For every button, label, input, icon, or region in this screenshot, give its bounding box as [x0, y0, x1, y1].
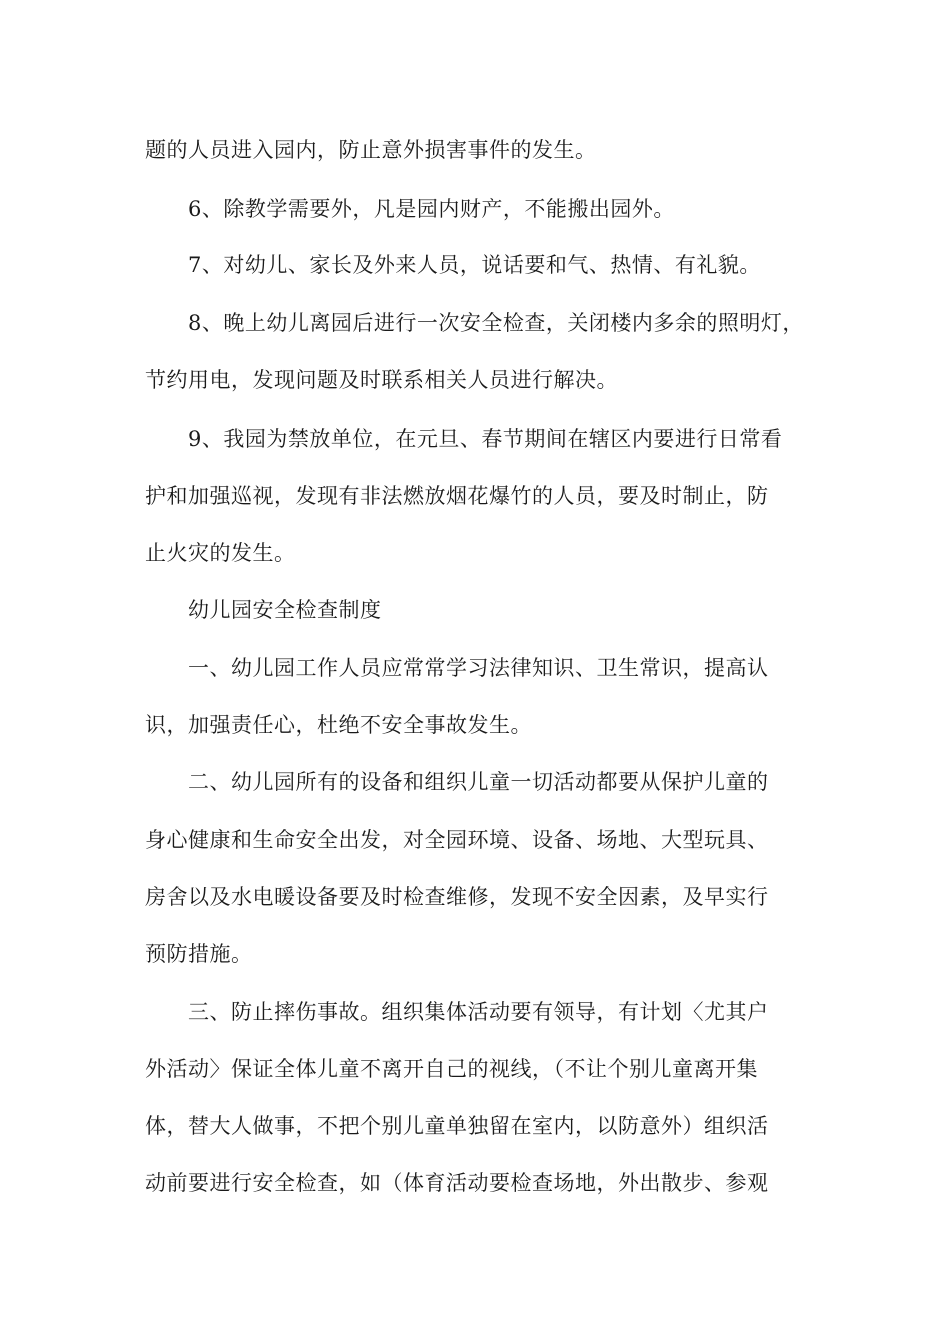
text-line-13: 身心健康和生命安全出发，对全园环境、设备、场地、大型玩具、 [145, 828, 769, 852]
text-line-17: 外活动〉保证全体儿童不离开自己的视线，（不让个别儿童离开集 [145, 1057, 758, 1081]
text-line-10: 一、幼儿园工作人员应常常学习法律知识、卫生常识，提高认 [188, 656, 769, 680]
text-line-18: 体，替大人做事，不把个别儿童单独留在室内，以防意外）组织活 [145, 1114, 769, 1138]
text-line-1: 题的人员进入园内，防止意外损害事件的发生。 [145, 138, 597, 162]
text-line-15: 预防措施。 [145, 942, 253, 966]
text-line-11: 识，加强责任心，杜绝不安全事故发生。 [145, 713, 532, 737]
text-line-6: 9、我园为禁放单位，在元旦、春节期间在辖区内要进行日常看 [188, 427, 783, 451]
text-line-19: 动前要进行安全检查，如（体育活动要检查场地，外出散步、参观 [145, 1171, 769, 1195]
text-line-3: 7、对幼儿、家长及外来人员，说话要和气、热情、有礼貌。 [188, 253, 761, 277]
text-line-12: 二、幼儿园所有的设备和组织儿童一切活动都要从保护儿童的 [188, 770, 769, 794]
section-heading: 幼儿园安全检查制度 [188, 598, 382, 622]
text-line-2: 6、除教学需要外，凡是园内财产，不能搬出园外。 [188, 197, 675, 221]
text-line-4: 8、晚上幼儿离园后进行一次安全检查，关闭楼内多余的照明灯， [188, 311, 804, 335]
text-line-8: 止火灾的发生。 [145, 541, 296, 565]
text-line-5: 节约用电，发现问题及时联系相关人员进行解决。 [145, 368, 618, 392]
text-line-14: 房舍以及水电暖设备要及时检查维修，发现不安全因素，及早实行 [145, 885, 769, 909]
text-line-7: 护和加强巡视，发现有非法燃放烟花爆竹的人员，要及时制止，防 [145, 484, 769, 508]
text-line-16: 三、防止摔伤事故。组织集体活动要有领导，有计划〈尤其户 [188, 1000, 769, 1024]
